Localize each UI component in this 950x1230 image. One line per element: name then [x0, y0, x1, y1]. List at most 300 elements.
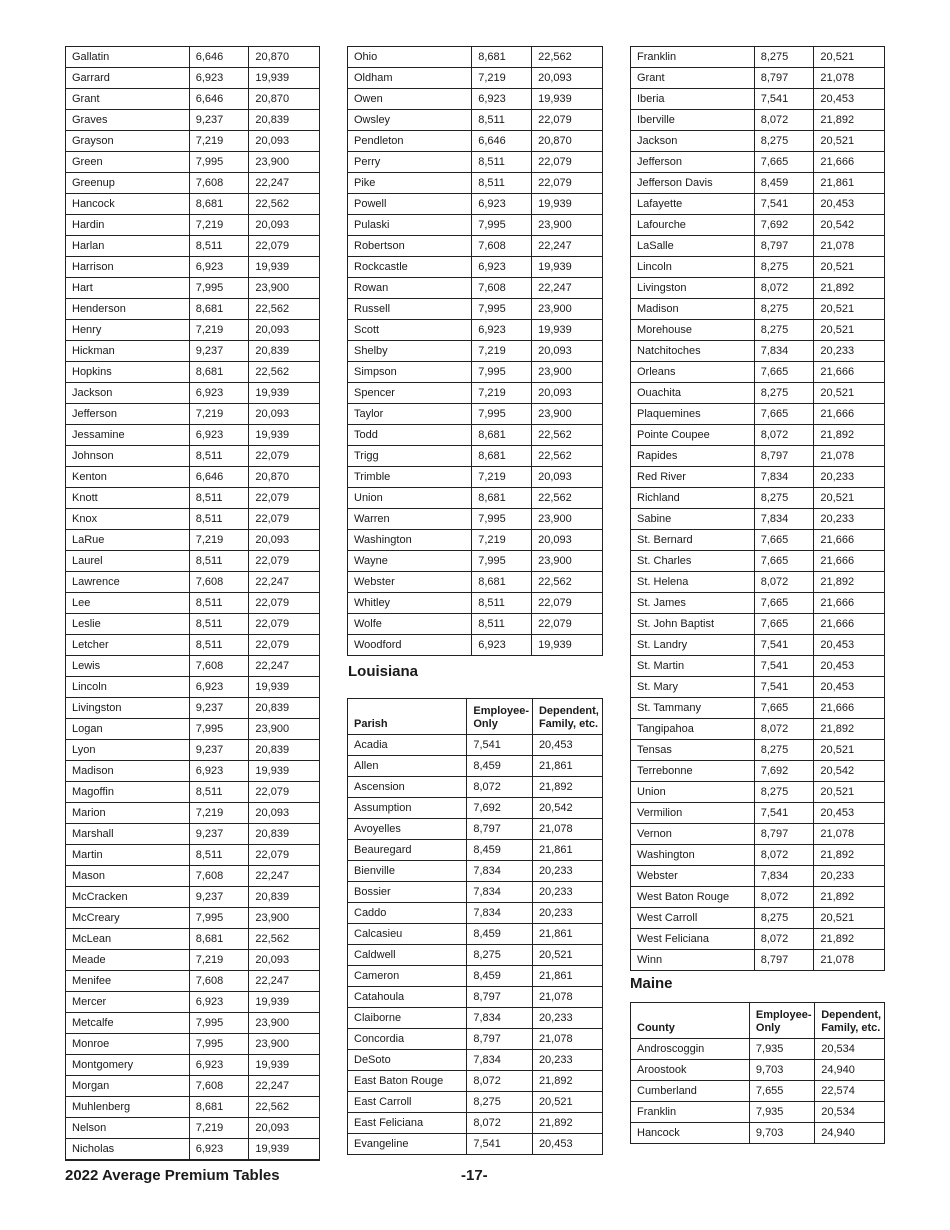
area-name-cell: Orleans [631, 362, 755, 383]
table-row [348, 257, 603, 278]
dependent-family-cell: 22,562 [249, 299, 320, 320]
table-row [66, 824, 320, 845]
area-name-cell: St. Mary [631, 677, 755, 698]
dependent-family-cell: 20,093 [249, 404, 320, 425]
table-row [66, 152, 320, 173]
employee-only-cell: 7,219 [472, 467, 532, 488]
table-row [631, 404, 885, 425]
dependent-family-cell: 19,939 [532, 320, 603, 341]
table-row [631, 341, 885, 362]
table-row [66, 173, 320, 194]
employee-only-cell: 8,275 [754, 47, 814, 68]
table-row [348, 1134, 603, 1155]
employee-only-cell: 7,219 [472, 68, 532, 89]
area-name-cell: Pulaski [348, 215, 472, 236]
table-row [348, 320, 603, 341]
area-name-cell: Tangipahoa [631, 719, 755, 740]
employee-only-cell: 7,995 [472, 299, 532, 320]
dependent-family-cell: 20,093 [249, 215, 320, 236]
employee-only-cell: 8,459 [467, 966, 533, 987]
dependent-family-cell: 22,247 [249, 173, 320, 194]
dependent-family-cell: 23,900 [249, 908, 320, 929]
employee-only-cell: 7,219 [189, 803, 249, 824]
dependent-family-cell: 22,247 [249, 1076, 320, 1097]
area-name-cell: Evangeline [348, 1134, 467, 1155]
area-name-cell: Hardin [66, 215, 190, 236]
area-name-cell: St. Helena [631, 572, 755, 593]
dependent-family-cell: 20,839 [249, 824, 320, 845]
table-row [66, 740, 320, 761]
table-row [66, 656, 320, 677]
dependent-family-cell: 23,900 [249, 1013, 320, 1034]
employee-only-cell: 9,237 [189, 887, 249, 908]
dependent-family-cell: 22,079 [249, 488, 320, 509]
area-name-cell: Knott [66, 488, 190, 509]
area-name-cell: Woodford [348, 635, 472, 656]
employee-only-cell: 7,541 [754, 677, 814, 698]
area-name-cell: St. Charles [631, 551, 755, 572]
table-row [66, 1139, 320, 1161]
area-name-cell: Martin [66, 845, 190, 866]
area-name-cell: Logan [66, 719, 190, 740]
employee-only-cell: 7,995 [189, 1034, 249, 1055]
dependent-family-cell: 21,861 [532, 924, 602, 945]
employee-only-cell: 8,275 [754, 908, 814, 929]
table-row [66, 761, 320, 782]
area-name-cell: Hickman [66, 341, 190, 362]
area-name-cell: Monroe [66, 1034, 190, 1055]
table-row [66, 782, 320, 803]
area-name-cell: Letcher [66, 635, 190, 656]
table-row [66, 1034, 320, 1055]
employee-only-cell: 7,219 [189, 950, 249, 971]
area-name-cell: LaRue [66, 530, 190, 551]
area-name-cell: Franklin [631, 1102, 750, 1123]
employee-only-cell: 8,275 [467, 945, 533, 966]
area-name-cell: Red River [631, 467, 755, 488]
dependent-family-cell: 20,453 [814, 803, 885, 824]
table-row [348, 551, 603, 572]
employee-only-cell: 7,219 [189, 215, 249, 236]
table-row [348, 152, 603, 173]
table-row [348, 924, 603, 945]
dependent-family-cell: 21,666 [814, 698, 885, 719]
area-name-cell: Grant [66, 89, 190, 110]
table-row [631, 131, 885, 152]
area-name-cell: Henry [66, 320, 190, 341]
area-name-cell: Winn [631, 950, 755, 971]
employee-only-cell: 8,072 [754, 929, 814, 950]
area-name-cell: Mercer [66, 992, 190, 1013]
employee-only-cell: 7,608 [189, 866, 249, 887]
employee-only-cell: 7,665 [754, 551, 814, 572]
dependent-family-cell: 20,093 [249, 803, 320, 824]
area-name-cell: Madison [66, 761, 190, 782]
dependent-family-cell: 20,521 [532, 1092, 602, 1113]
employee-only-cell: 8,681 [472, 446, 532, 467]
employee-only-cell: 8,072 [467, 1071, 533, 1092]
dependent-family-cell: 21,078 [814, 824, 885, 845]
employee-only-cell: 8,275 [754, 383, 814, 404]
area-name-cell: Sabine [631, 509, 755, 530]
dependent-family-cell: 19,939 [249, 1139, 320, 1161]
area-name-cell: Lincoln [66, 677, 190, 698]
dependent-family-cell: 22,079 [249, 551, 320, 572]
area-name-cell: Avoyelles [348, 819, 467, 840]
area-name-cell: East Carroll [348, 1092, 467, 1113]
employee-only-cell: 6,646 [189, 467, 249, 488]
dependent-family-cell: 21,892 [814, 719, 885, 740]
table-row [631, 446, 885, 467]
area-name-cell: Nelson [66, 1118, 190, 1139]
dependent-family-cell: 20,093 [249, 320, 320, 341]
table-row [348, 798, 603, 819]
area-name-cell: Johnson [66, 446, 190, 467]
table-row [66, 719, 320, 740]
dependent-family-cell: 19,939 [249, 992, 320, 1013]
employee-only-cell: 7,995 [189, 152, 249, 173]
dependent-family-cell: 21,892 [814, 572, 885, 593]
area-name-cell: Aroostook [631, 1060, 750, 1081]
area-name-cell: Ascension [348, 777, 467, 798]
dependent-family-cell: 22,247 [532, 236, 603, 257]
table-row [66, 509, 320, 530]
table-row [631, 488, 885, 509]
table-row [631, 614, 885, 635]
area-name-cell: East Baton Rouge [348, 1071, 467, 1092]
area-name-cell: Muhlenberg [66, 1097, 190, 1118]
area-name-cell: Webster [348, 572, 472, 593]
area-name-cell: Bienville [348, 861, 467, 882]
employee-only-cell: 8,275 [754, 131, 814, 152]
table-row [348, 1113, 603, 1134]
table-row [66, 572, 320, 593]
dependent-family-cell: 20,521 [814, 782, 885, 803]
area-name-cell: Iberville [631, 110, 755, 131]
area-name-cell: St. Martin [631, 656, 755, 677]
employee-only-cell: 8,797 [467, 1029, 533, 1050]
area-name-cell: Nicholas [66, 1139, 190, 1161]
dependent-family-cell: 21,078 [532, 1029, 602, 1050]
employee-only-cell: 8,275 [754, 320, 814, 341]
employee-only-cell: 7,995 [472, 509, 532, 530]
area-name-cell: Wayne [348, 551, 472, 572]
dependent-family-cell: 20,839 [249, 698, 320, 719]
dependent-family-cell: 22,562 [532, 47, 603, 68]
area-name-cell: Scott [348, 320, 472, 341]
parish-column-header: Parish [348, 699, 467, 735]
table-row [631, 467, 885, 488]
dependent-family-column-header: Dependent, Family, etc. [815, 1003, 885, 1039]
dependent-family-cell: 22,079 [249, 845, 320, 866]
dependent-family-cell: 21,892 [814, 845, 885, 866]
table-row [348, 47, 603, 68]
area-name-cell: Jefferson [66, 404, 190, 425]
dependent-family-cell: 20,453 [532, 1134, 602, 1155]
dependent-family-cell: 22,079 [532, 173, 603, 194]
table-row [631, 572, 885, 593]
area-name-cell: Meade [66, 950, 190, 971]
area-name-cell: Pike [348, 173, 472, 194]
area-name-cell: Jefferson Davis [631, 173, 755, 194]
table-row [66, 467, 320, 488]
employee-only-cell: 7,935 [749, 1102, 814, 1123]
maine-table [630, 1002, 885, 1144]
table-row [66, 341, 320, 362]
table-row [66, 551, 320, 572]
employee-only-cell: 8,797 [754, 446, 814, 467]
dependent-family-cell: 21,666 [814, 404, 885, 425]
area-name-cell: Trigg [348, 446, 472, 467]
employee-only-cell: 7,834 [754, 866, 814, 887]
employee-only-cell: 7,692 [467, 798, 533, 819]
dependent-family-cell: 21,666 [814, 530, 885, 551]
dependent-family-cell: 22,079 [249, 446, 320, 467]
employee-only-cell: 8,511 [189, 782, 249, 803]
maine-heading: Maine [630, 975, 673, 992]
employee-only-cell: 6,923 [189, 677, 249, 698]
area-name-cell: DeSoto [348, 1050, 467, 1071]
table-row [66, 362, 320, 383]
louisiana-heading: Louisiana [348, 663, 419, 680]
area-name-cell: Rockcastle [348, 257, 472, 278]
employee-only-cell: 7,541 [467, 1134, 533, 1155]
table-row [66, 383, 320, 404]
area-name-cell: Lincoln [631, 257, 755, 278]
employee-only-cell: 8,511 [189, 446, 249, 467]
employee-only-cell: 7,541 [754, 656, 814, 677]
employee-only-cell: 7,995 [472, 404, 532, 425]
employee-only-cell: 7,541 [754, 635, 814, 656]
employee-only-cell: 6,923 [472, 635, 532, 656]
table-row [66, 278, 320, 299]
dependent-family-cell: 22,079 [532, 110, 603, 131]
employee-only-cell: 8,072 [754, 572, 814, 593]
dependent-family-cell: 20,453 [814, 677, 885, 698]
employee-only-cell: 7,219 [472, 383, 532, 404]
table-row [66, 1097, 320, 1118]
employee-only-cell: 8,797 [754, 824, 814, 845]
employee-only-cell: 7,608 [189, 971, 249, 992]
employee-only-cell: 7,219 [189, 530, 249, 551]
employee-only-cell: 7,541 [754, 89, 814, 110]
table-row [631, 173, 885, 194]
table-row [348, 194, 603, 215]
dependent-family-cell: 22,247 [249, 656, 320, 677]
area-name-cell: Robertson [348, 236, 472, 257]
area-name-cell: St. John Baptist [631, 614, 755, 635]
table-row [66, 299, 320, 320]
area-name-cell: Leslie [66, 614, 190, 635]
table-row [631, 929, 885, 950]
area-name-cell: Pointe Coupee [631, 425, 755, 446]
dependent-family-cell: 22,079 [249, 635, 320, 656]
dependent-family-cell: 21,892 [532, 1071, 602, 1092]
table-row [66, 1013, 320, 1034]
employee-only-cell: 7,219 [189, 320, 249, 341]
area-name-cell: Iberia [631, 89, 755, 110]
table-row [348, 68, 603, 89]
table-row [631, 950, 885, 971]
table-row [631, 320, 885, 341]
area-name-cell: Madison [631, 299, 755, 320]
area-name-cell: Green [66, 152, 190, 173]
area-name-cell: Grayson [66, 131, 190, 152]
employee-only-cell: 7,834 [467, 861, 533, 882]
employee-only-cell: 7,834 [754, 341, 814, 362]
dependent-family-cell: 19,939 [532, 89, 603, 110]
dependent-family-cell: 20,542 [814, 215, 885, 236]
employee-only-cell: 8,797 [754, 950, 814, 971]
area-name-cell: Vermilion [631, 803, 755, 824]
dependent-family-cell: 20,521 [814, 320, 885, 341]
employee-only-cell: 7,665 [754, 593, 814, 614]
employee-only-cell: 8,797 [754, 236, 814, 257]
dependent-family-cell: 20,521 [814, 47, 885, 68]
employee-only-cell: 7,665 [754, 614, 814, 635]
table-row [66, 404, 320, 425]
table-row [348, 756, 603, 777]
area-name-cell: St. James [631, 593, 755, 614]
dependent-family-cell: 21,666 [814, 593, 885, 614]
area-name-cell: Laurel [66, 551, 190, 572]
employee-only-cell: 6,923 [472, 89, 532, 110]
area-name-cell: McLean [66, 929, 190, 950]
area-name-cell: Taylor [348, 404, 472, 425]
table-row [348, 735, 603, 756]
table-row [66, 887, 320, 908]
table-row [631, 719, 885, 740]
table-row [66, 236, 320, 257]
dependent-family-cell: 20,233 [814, 866, 885, 887]
table-row [348, 236, 603, 257]
table-row [631, 866, 885, 887]
dependent-family-cell: 20,521 [814, 488, 885, 509]
table-row [631, 698, 885, 719]
employee-only-cell: 6,923 [189, 1055, 249, 1076]
table-row [66, 845, 320, 866]
table-row [348, 614, 603, 635]
area-name-cell: Wolfe [348, 614, 472, 635]
employee-only-cell: 9,237 [189, 698, 249, 719]
employee-only-cell: 8,511 [189, 593, 249, 614]
table-row [348, 299, 603, 320]
area-name-cell: Caddo [348, 903, 467, 924]
table-row [66, 698, 320, 719]
employee-only-cell: 8,797 [467, 819, 533, 840]
area-name-cell: Assumption [348, 798, 467, 819]
employee-only-cell: 7,692 [754, 215, 814, 236]
table-row [631, 47, 885, 68]
area-name-cell: Lee [66, 593, 190, 614]
employee-only-cell: 9,237 [189, 341, 249, 362]
dependent-family-cell: 20,093 [532, 530, 603, 551]
employee-only-cell: 7,541 [467, 735, 533, 756]
dependent-family-cell: 21,861 [532, 840, 602, 861]
dependent-family-cell: 24,940 [815, 1123, 885, 1144]
table-row [631, 761, 885, 782]
dependent-family-cell: 22,247 [249, 866, 320, 887]
area-name-cell: Ohio [348, 47, 472, 68]
employee-only-cell: 8,275 [754, 257, 814, 278]
employee-only-cell: 7,995 [189, 278, 249, 299]
area-name-cell: Washington [631, 845, 755, 866]
table-row [631, 845, 885, 866]
table-header-row [631, 1003, 885, 1039]
employee-only-cell: 7,834 [467, 1050, 533, 1071]
employee-only-cell: 7,834 [467, 1008, 533, 1029]
dependent-family-cell: 22,079 [532, 152, 603, 173]
table-row [348, 572, 603, 593]
area-name-cell: West Baton Rouge [631, 887, 755, 908]
dependent-family-cell: 21,666 [814, 362, 885, 383]
dependent-family-cell: 20,233 [532, 882, 602, 903]
table-row [348, 509, 603, 530]
table-row [631, 1102, 885, 1123]
dependent-family-cell: 23,900 [532, 362, 603, 383]
dependent-family-cell: 20,521 [814, 908, 885, 929]
dependent-family-cell: 20,870 [249, 467, 320, 488]
area-name-cell: Menifee [66, 971, 190, 992]
table-row [66, 320, 320, 341]
dependent-family-cell: 23,900 [532, 215, 603, 236]
table-row [66, 131, 320, 152]
area-name-cell: Russell [348, 299, 472, 320]
employee-only-cell: 7,834 [467, 882, 533, 903]
area-name-cell: Morehouse [631, 320, 755, 341]
table-row [66, 803, 320, 824]
dependent-family-cell: 21,666 [814, 152, 885, 173]
dependent-family-cell: 20,093 [532, 341, 603, 362]
area-name-cell: Harlan [66, 236, 190, 257]
employee-only-cell: 8,511 [189, 236, 249, 257]
area-name-cell: Union [631, 782, 755, 803]
area-name-cell: McCreary [66, 908, 190, 929]
employee-only-cell: 8,511 [472, 152, 532, 173]
dependent-family-cell: 22,247 [532, 278, 603, 299]
dependent-family-cell: 20,839 [249, 887, 320, 908]
area-name-cell: LaSalle [631, 236, 755, 257]
table-row [66, 446, 320, 467]
area-name-cell: Pendleton [348, 131, 472, 152]
table-row [348, 383, 603, 404]
table-row [348, 1008, 603, 1029]
area-name-cell: Hart [66, 278, 190, 299]
table-row [348, 530, 603, 551]
employee-only-cell: 6,923 [189, 383, 249, 404]
employee-only-cell: 8,511 [189, 509, 249, 530]
table-row [631, 278, 885, 299]
area-name-cell: Magoffin [66, 782, 190, 803]
employee-only-cell: 8,681 [189, 929, 249, 950]
dependent-family-cell: 20,093 [532, 68, 603, 89]
table-row [66, 866, 320, 887]
page-number: -17- [461, 1167, 488, 1184]
dependent-family-cell: 22,247 [249, 971, 320, 992]
employee-only-cell: 8,459 [467, 924, 533, 945]
dependent-family-cell: 19,939 [249, 383, 320, 404]
table-row [348, 819, 603, 840]
dependent-family-cell: 20,521 [814, 740, 885, 761]
table-row [348, 1071, 603, 1092]
employee-only-cell: 8,681 [472, 572, 532, 593]
area-name-cell: Androscoggin [631, 1039, 750, 1060]
table-row [631, 299, 885, 320]
dependent-family-cell: 20,093 [249, 530, 320, 551]
table-row [66, 1076, 320, 1097]
area-name-cell: Rapides [631, 446, 755, 467]
area-name-cell: McCracken [66, 887, 190, 908]
